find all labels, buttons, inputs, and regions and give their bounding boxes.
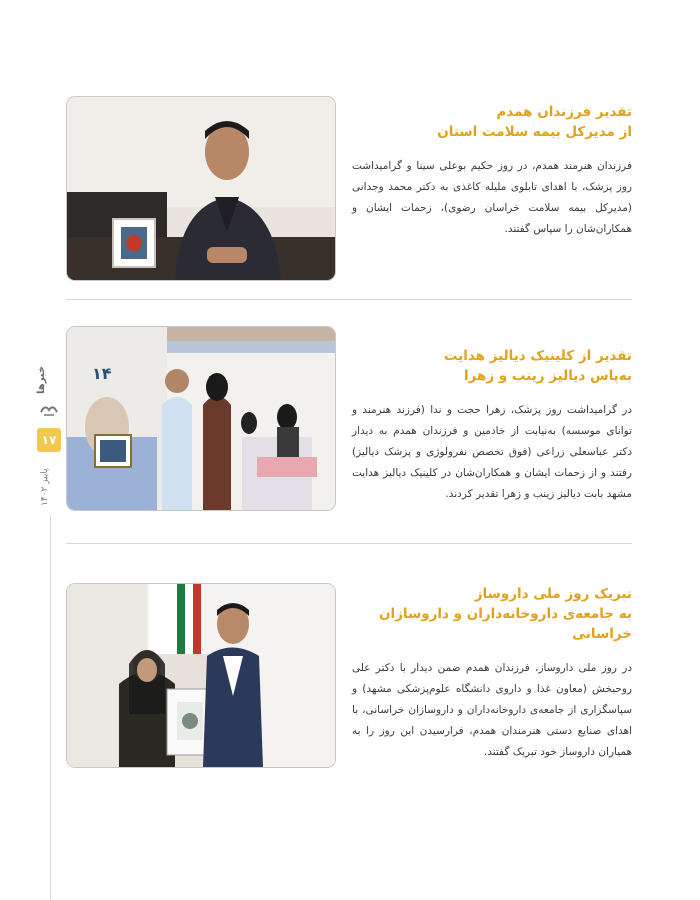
article-3-photo [67, 584, 335, 767]
article-1-title-line1: تقدیر فرزندان همدم [496, 104, 632, 120]
article-1-title-line2: از مدیرکل بیمه سلامت استان [437, 124, 632, 140]
article-2-photo [67, 327, 335, 510]
room-number-14: ۱۴ [92, 364, 112, 383]
hamdam-logo-icon [38, 398, 60, 420]
section-label: خبرها [36, 365, 47, 394]
article-1-body: فرزندان هنرمند همدم، در روز حکیم بوعلی سینا و گرامیداشت روز پزشک، با اهدای تابلوی ملیله کاغذی به دکتر محمد وجدانی (مدیرکل بیمه سلامت خراسان رضوی)، زحمات ایشان و همکاران‌شان را سپاس گفتند. [352, 160, 632, 235]
article-2-title [352, 346, 632, 386]
issue-date: پاییز ۱۴۰۲ [40, 468, 50, 506]
article-2 [352, 346, 632, 505]
sidebar-rule [50, 516, 51, 900]
divider [66, 543, 632, 544]
article-2-title-line2: به‌پاس دیالیز زینب و زهرا [463, 368, 632, 384]
page-sidebar [34, 365, 64, 508]
article-2-title-line1: تقدیر از کلینیک دیالیز هدایت [443, 348, 632, 364]
article-3-title-line2: به جامعه‌ی داروخانه‌داران و داروسازان خراسانی [378, 606, 632, 642]
article-1-title [352, 102, 632, 142]
article-1 [352, 102, 632, 240]
article-3-title [352, 584, 632, 644]
article-2-body: در گرامیداشت روز پزشک، زهرا حجت و ندا (فرزند هنرمند و توانای موسسه) به‌نیابت از خادمین و فرزندان همدم به دیدار دکتر عباسعلی زراعی (فوق تخصص نفرولوژی و پزشک دیالیز) رفتند و از زحمات ایشان و همکاران‌شان در کلینیک دیالیز هدایت مشهد بابت دیالیز زینب و زهرا تقدیر کردند. [352, 404, 632, 500]
article-3 [352, 584, 632, 763]
article-3-title-line1: تبریک روز ملی داروساز [474, 586, 632, 602]
page-number: ۱۷ [37, 428, 61, 452]
article-1-photo [67, 97, 335, 280]
article-3-body: در روز ملی داروساز، فرزندان همدم ضمن دیدار با دکتر علی روحبخش (معاون غذا و داروی دانشگاه علوم‌پزشکی مشهد) و سپاسگزاری از جامعه‌ی داروخانه‌داران و داروسازان خراسانی، با اهدای صنایع دستی هنرمندان همدم، فرارسیدن این روز را به همیاران داروساز خود تبریک گفتند. [352, 662, 632, 758]
divider [66, 299, 632, 300]
